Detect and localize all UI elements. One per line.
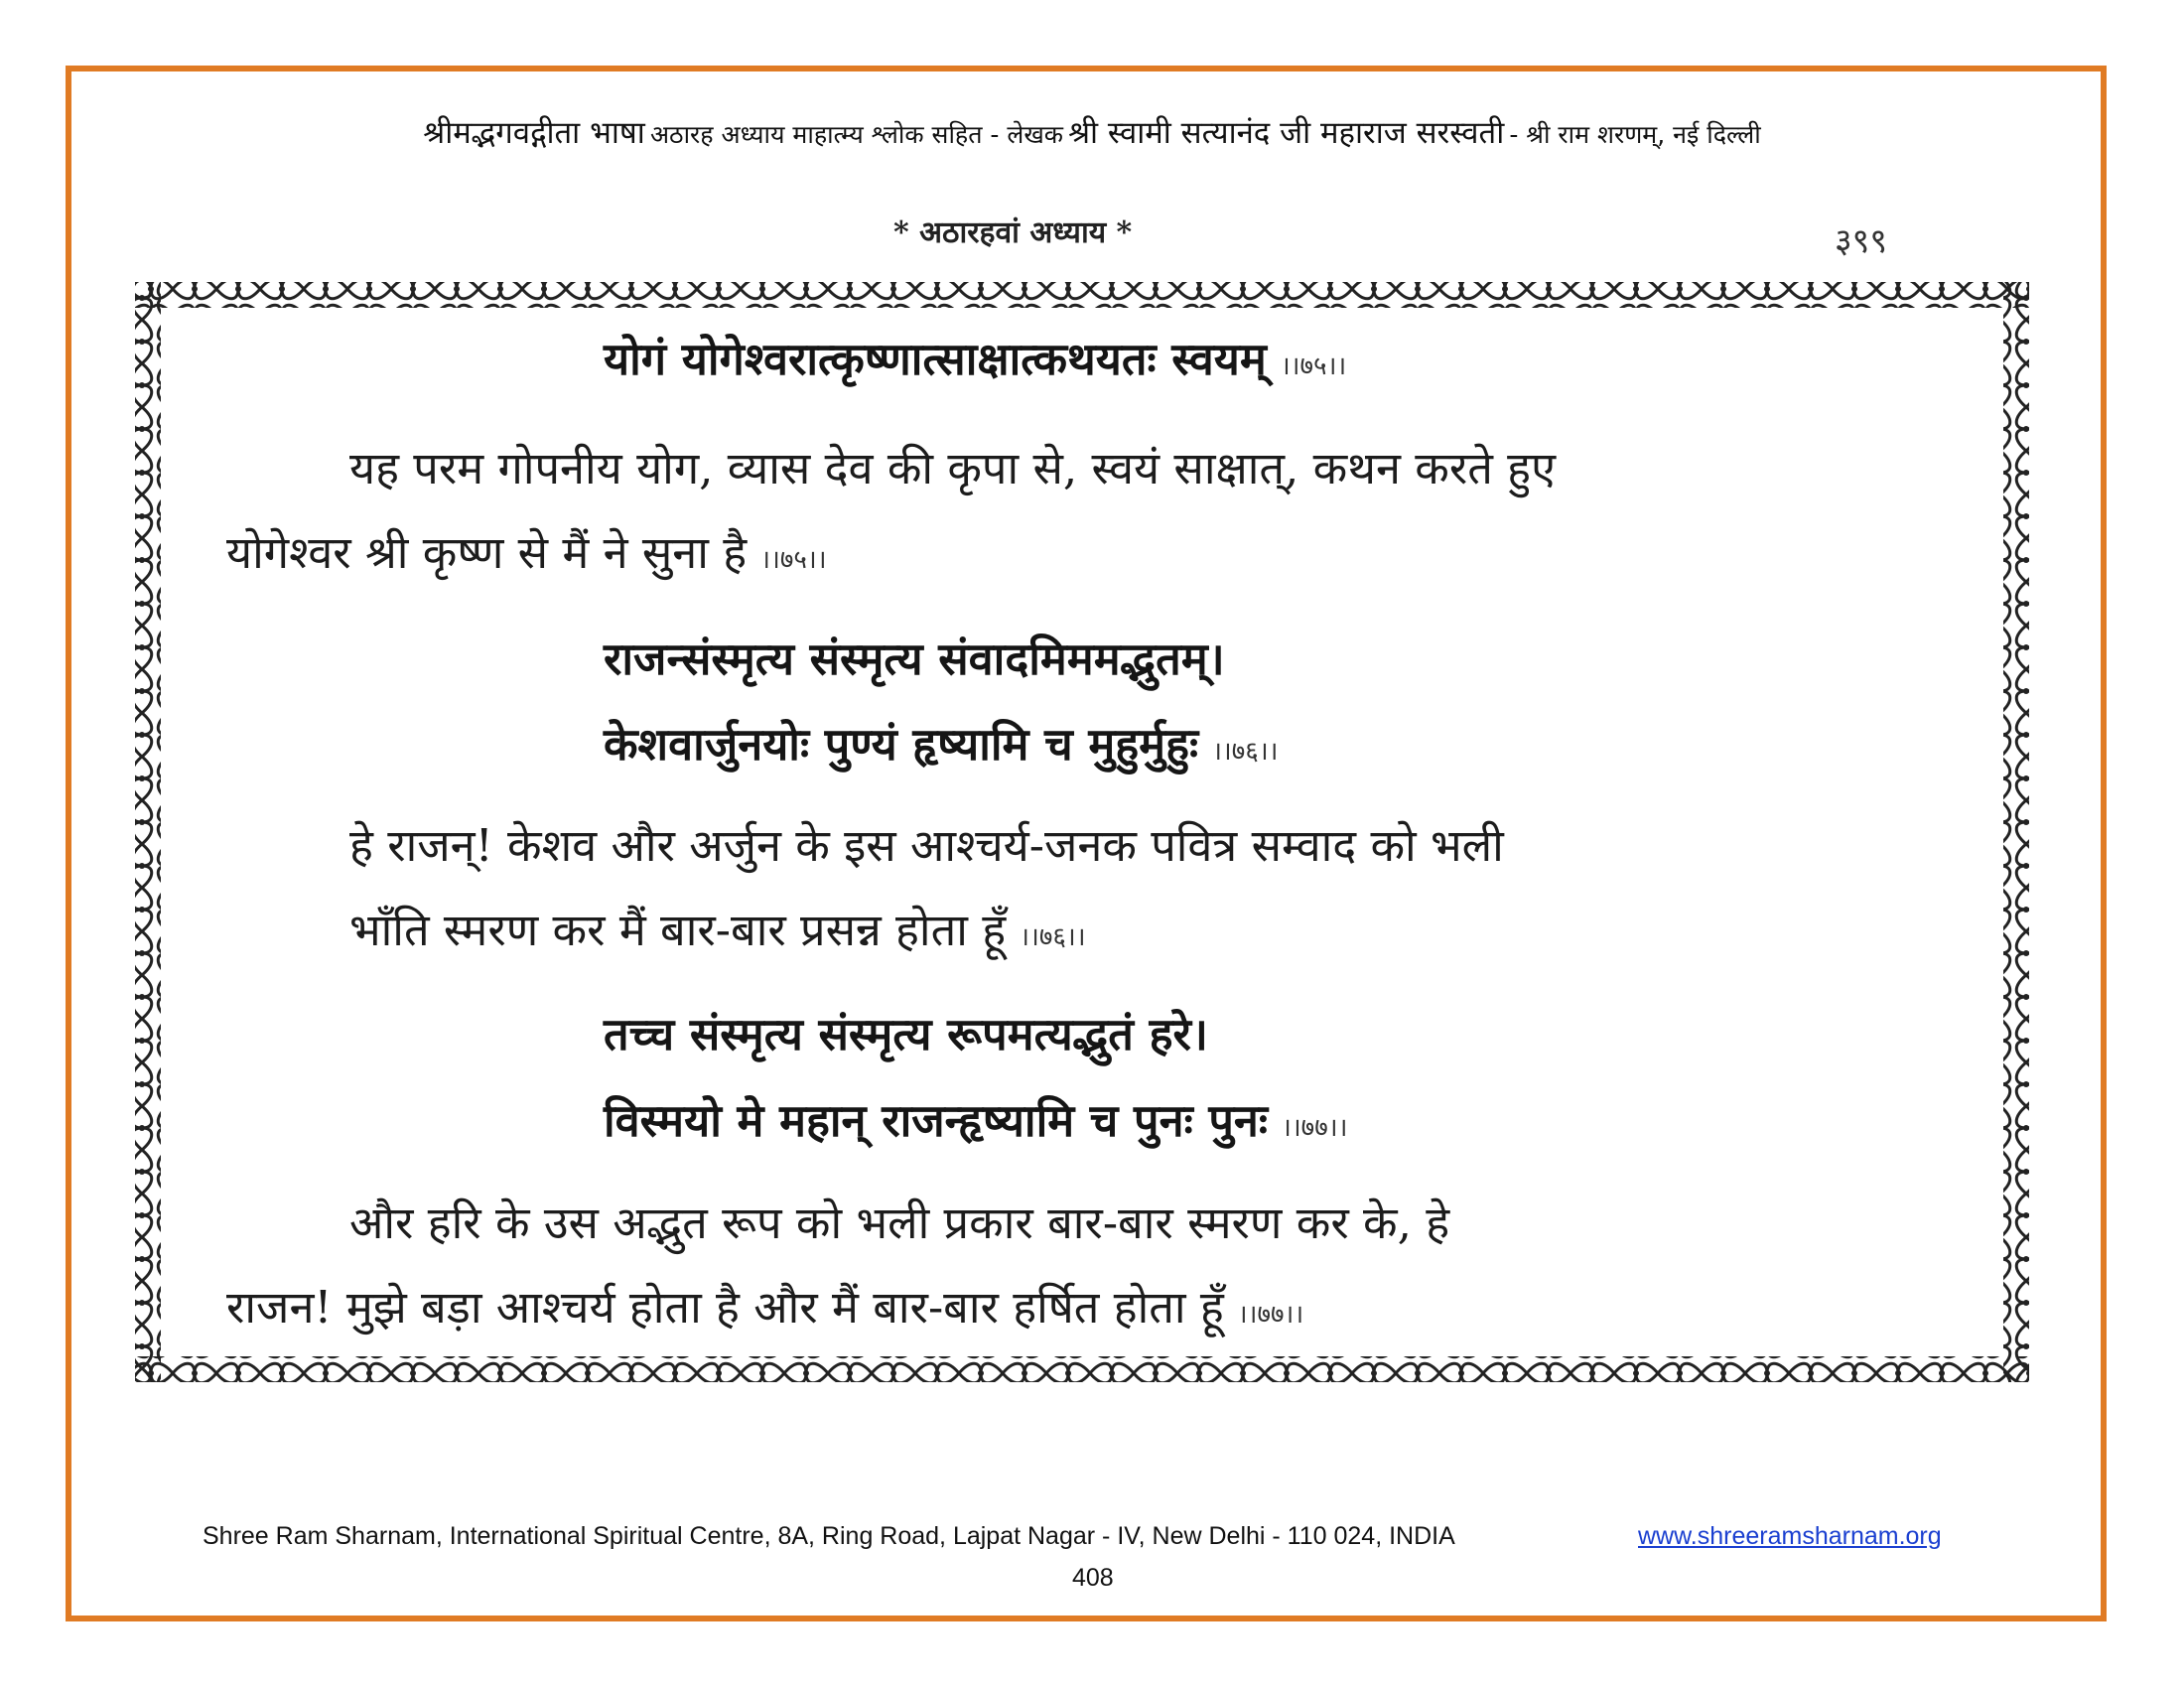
header-title-publisher: - श्री राम शरणम्, नई दिल्ली <box>1509 120 1761 149</box>
meaning-75-text: योगेश्वर श्री कृष्ण से मैं ने सुना है <box>226 526 748 579</box>
verse-77-text: विस्मयो मे महान् राजन्हृष्यामि च पुनः पुनः <box>604 1094 1268 1147</box>
website-link[interactable]: www.shreeramsharnam.org <box>1638 1522 1942 1550</box>
verse-76-number: ।।७६।। <box>1212 737 1279 767</box>
chapter-heading: * अठारहवां अध्याय * <box>893 215 1133 250</box>
meaning-75-line2 <box>226 521 827 582</box>
verse-75-line1 <box>604 328 1346 388</box>
meaning-75-number: ।।७५।। <box>760 545 827 575</box>
header-title-subtitle: अठारह अध्याय माहात्म्य श्लोक सहित - लेखक <box>649 120 1063 149</box>
meaning-77-number: ।।७७।। <box>1237 1300 1304 1330</box>
meaning-77-line1: और हरि के उस अद्भुत रूप को भली प्रकार बार-बार स्मरण कर के, हे <box>349 1196 1450 1249</box>
meaning-76-text: भाँति स्मरण कर मैं बार-बार प्रसन्न होता हूँ <box>349 904 1007 956</box>
verse-77-number: ।।७७।। <box>1281 1113 1348 1143</box>
book-page-number: ३९९ <box>1835 221 1888 261</box>
header-title-gita: श्रीमद्भगवद्गीता भाषा <box>423 115 645 151</box>
meaning-77-text: राजन! मुझे बड़ा आश्चर्य होता है और मैं बार-बार हर्षित होता हूँ <box>226 1281 1224 1334</box>
verse-77-line1: तच्च संस्मृत्य संस्मृत्य रूपमत्यद्भुतं हरे। <box>604 1008 1208 1060</box>
meaning-76-number: ।।७६।। <box>1020 922 1086 952</box>
meaning-75-line1: यह परम गोपनीय योग, व्यास देव की कृपा से, स्वयं साक्षात्, कथन करते हुए <box>349 442 1556 494</box>
meaning-76-line2 <box>349 899 1086 959</box>
document-header <box>119 111 2065 153</box>
verse-76-text: केशवार्जुनयोः पुण्यं हृष्यामि च मुहुर्मुहुः <box>604 718 1199 771</box>
meaning-76-line1: हे राजन्! केशव और अर्जुन के इस आश्चर्य-जनक पवित्र सम्वाद को भली <box>349 819 1504 872</box>
meaning-77-line2 <box>226 1276 1303 1336</box>
verse-76-line2 <box>604 713 1279 774</box>
verse-76-line1: राजन्संस्मृत्य संस्मृत्य संवादमिममद्भुतम्। <box>604 633 1225 685</box>
verse-75-text: योगं योगेश्वरात्कृष्णात्साक्षात्कथयतः स्वयम् <box>604 333 1267 385</box>
verse-75-number: ।।७५।। <box>1280 352 1347 381</box>
footer-page-number: 408 <box>1072 1564 1114 1592</box>
verse-77-line2 <box>604 1089 1347 1150</box>
footer-address: Shree Ram Sharnam, International Spiritual Centre, 8A, Ring Road, Lajpat Nagar - IV, New Delhi - 110 024, INDIA <box>203 1522 1455 1550</box>
header-title-author: श्री स्वामी सत्यानंद जी महाराज सरस्वती <box>1068 115 1505 151</box>
